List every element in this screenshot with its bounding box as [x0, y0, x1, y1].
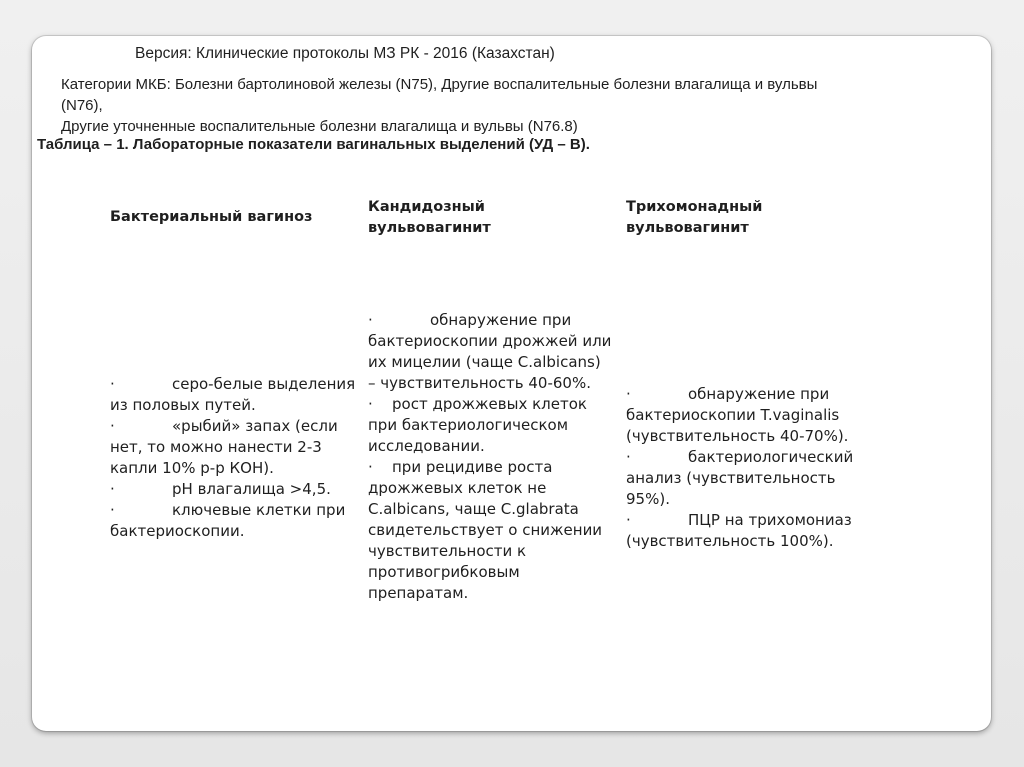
list-item: [110, 374, 368, 416]
list-item-text: при рецидиве роста дрожжевых клеток не C.albicans, чаще C.glabrata свидетельствует о снижении чувствительности к противогрибковым препаратам.: [368, 458, 603, 602]
list-item: [110, 500, 368, 542]
protocol-version: Версия: Клинические протоколы МЗ РК - 2016 (Казахстан): [135, 45, 555, 62]
list-item-text: обнаружение при бактериоскопии T.vaginalis (чувствительность 40-70%).: [626, 385, 849, 445]
column-heading-bacterial-vaginosis: Бактериальный вагиноз: [110, 209, 313, 225]
list-item-text: рост дрожжевых клеток при бактериологическом исследовании.: [368, 395, 587, 455]
list-item-text: «рыбий» запах (если нет, то можно нанести 2-3 капли 10% р-р КОН).: [110, 417, 338, 477]
list-item-text: ПЦР на трихомониаз (чувствительность 100%).: [626, 511, 852, 550]
bullet-icon: ·: [368, 458, 373, 476]
list-item: [368, 394, 612, 457]
icd-categories: [61, 74, 961, 137]
column-heading-trichomonas-vulvovaginitis: Трихомонадный вульвовагинит: [626, 199, 763, 236]
bullet-icon: ·: [110, 480, 115, 498]
list-item-text: серо-белые выделения из половых путей.: [110, 375, 356, 414]
list-item: [368, 457, 612, 604]
categories-line: Другие уточненные воспалительные болезни влагалища и вульвы (N76.8): [61, 118, 578, 135]
bullet-icon: ·: [110, 375, 115, 393]
list-item: [368, 310, 612, 394]
bullet-icon: ·: [368, 395, 373, 413]
list-item: [110, 416, 368, 479]
bullet-icon: ·: [110, 417, 115, 435]
categories-line: (N76),: [61, 97, 103, 114]
slide: [32, 36, 991, 731]
categories-line: Категории МКБ: Болезни бартолиновой железы (N75), Другие воспалительные болезни влагалища и вульвы: [61, 76, 818, 93]
bullet-icon: ·: [368, 311, 373, 329]
column-body-trichomonas-vulvovaginitis: [626, 384, 884, 552]
list-item: [110, 479, 368, 500]
list-item: [626, 447, 884, 510]
list-item-text: pH влагалища >4,5.: [172, 480, 331, 498]
table-title: Таблица – 1. Лабораторные показатели вагинальных выделений (УД – В).: [37, 136, 590, 153]
list-item-text: бактериологический анализ (чувствительность 95%).: [626, 448, 854, 508]
column-heading-candida-vulvovaginitis: Кандидозный вульвовагинит: [368, 199, 491, 236]
bullet-icon: ·: [626, 385, 631, 403]
list-item-text: обнаружение при бактериоскопии дрожжей или их мицелии (чаще C.albicans) – чувствительность 40-60%.: [368, 311, 612, 392]
list-item-text: ключевые клетки при бактериоскопии.: [110, 501, 346, 540]
list-item: [626, 384, 884, 447]
bullet-icon: ·: [626, 448, 631, 466]
bullet-icon: ·: [110, 501, 115, 519]
column-body-candida-vulvovaginitis: [368, 310, 612, 604]
column-body-bacterial-vaginosis: [110, 374, 368, 542]
bullet-icon: ·: [626, 511, 631, 529]
list-item: [626, 510, 884, 552]
